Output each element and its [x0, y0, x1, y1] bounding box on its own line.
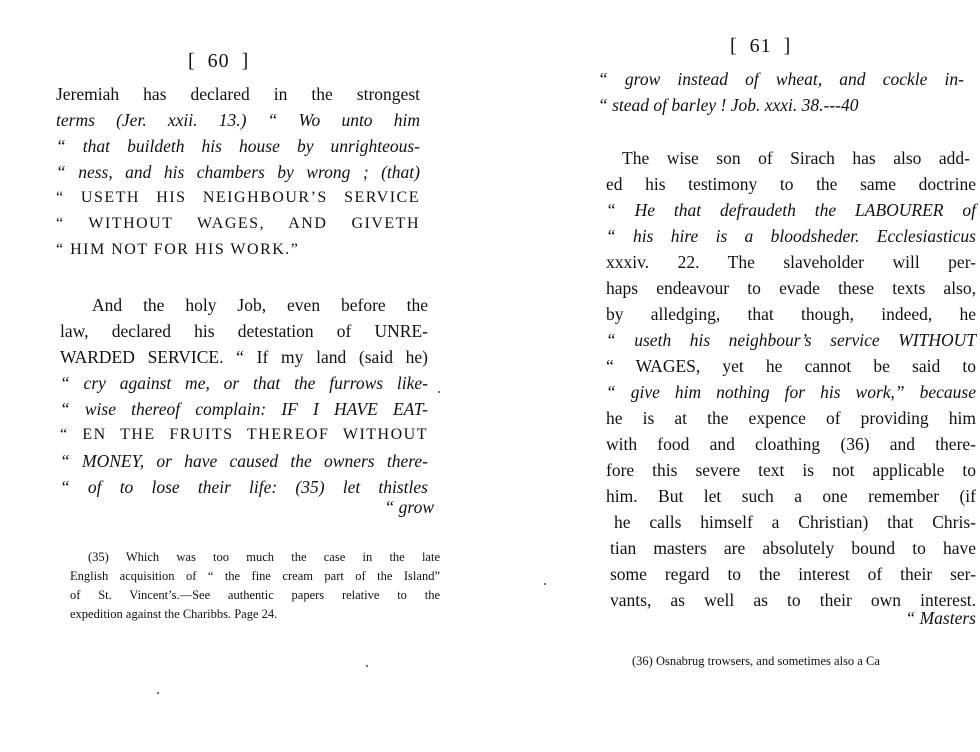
scan-speck [438, 391, 440, 393]
text-line: “ grow instead of wheat, and cockle in- [598, 69, 964, 89]
scan-speck [366, 665, 368, 667]
text-line: “ his hire is a bloodsheder. Ecclesiasticus [606, 226, 976, 246]
text-line: “ MONEY, or have caused the owners there- [60, 451, 428, 471]
text-line: haps endeavour to evade these texts also, [606, 278, 976, 298]
text-line: law, declared his detestation of UNRE- [60, 321, 428, 341]
text-line: “ useth his neighbour’s service WITHOUT [606, 330, 976, 350]
text-line: vants, as well as to their own interest. [610, 590, 976, 610]
text-line: WARDED SERVICE. “ If my land (said he) [60, 347, 428, 367]
scan-speck [544, 583, 546, 585]
text-line: “ EN THE FRUITS THEREOF WITHOUT [60, 426, 428, 443]
text-line: terms (Jer. xxii. 13.) “ Wo unto him [56, 110, 420, 130]
text-line: “ cry against me, or that the furrows like- [60, 373, 428, 393]
text-line: “ WAGES, yet he cannot be said to [606, 356, 976, 376]
text-line: “ of to lose their life: (35) let thistles [60, 477, 428, 497]
text-line: fore this severe text is not applicable to [606, 460, 976, 480]
catchword: “ Masters [905, 608, 976, 628]
text-line: “ USETH HIS NEIGHBOUR’S SERVICE [56, 189, 420, 206]
text-line: “ that buildeth his house by unrighteous- [56, 136, 420, 156]
catchword: “ grow [384, 497, 434, 517]
text-line: tian masters are absolutely bound to have [610, 538, 976, 558]
footnote-line: English acquisition of “ the fine cream part of the Island” [70, 569, 440, 583]
text-line: “ wise thereof complain: IF I HAVE EAT- [60, 399, 428, 419]
footnote-line: (35) Which was too much the case in the late [88, 550, 440, 564]
text-line: “ WITHOUT WAGES, AND GIVETH [56, 215, 420, 232]
text-line: “ stead of barley ! Job. xxxi. 38.---40 [598, 95, 859, 115]
right-page [490, 0, 980, 752]
footnote-line: of St. Vincent’s.—See authentic papers relative to the [70, 588, 440, 602]
scan-speck [157, 692, 159, 694]
text-line: The wise son of Sirach has also add- [622, 148, 970, 168]
text-line: “ ness, and his chambers by wrong ; (that) [56, 162, 420, 182]
text-line: Jeremiah has declared in the strongest [56, 84, 420, 104]
text-line: “ HIM NOT FOR HIS WORK.” [56, 241, 300, 258]
text-line: by alledging, that though, indeed, he [606, 304, 976, 324]
text-line: “ He that defraudeth the LABOURER of [606, 200, 976, 220]
page-number-right: [ 61 ] [730, 35, 792, 57]
text-line: with food and cloathing (36) and there- [606, 434, 976, 454]
footnote-line: expedition against the Charibbs. Page 24. [70, 607, 278, 621]
text-line: And the holy Job, even before the [92, 295, 428, 315]
text-line: ed his testimony to the same doctrine [606, 174, 976, 194]
page-number-left: [ 60 ] [188, 50, 250, 72]
text-line: some regard to the interest of their ser- [610, 564, 976, 584]
text-line: he calls himself a Christian) that Chris- [614, 512, 976, 532]
text-line: “ give him nothing for his work,” because [606, 382, 976, 402]
footnote-line: (36) Osnabrug trowsers, and sometimes also a Ca [632, 654, 880, 668]
text-line: him. But let such a one remember (if [606, 486, 976, 506]
text-line: xxxiv. 22. The slaveholder will per- [606, 252, 976, 272]
text-line: he is at the expence of providing him [606, 408, 976, 428]
